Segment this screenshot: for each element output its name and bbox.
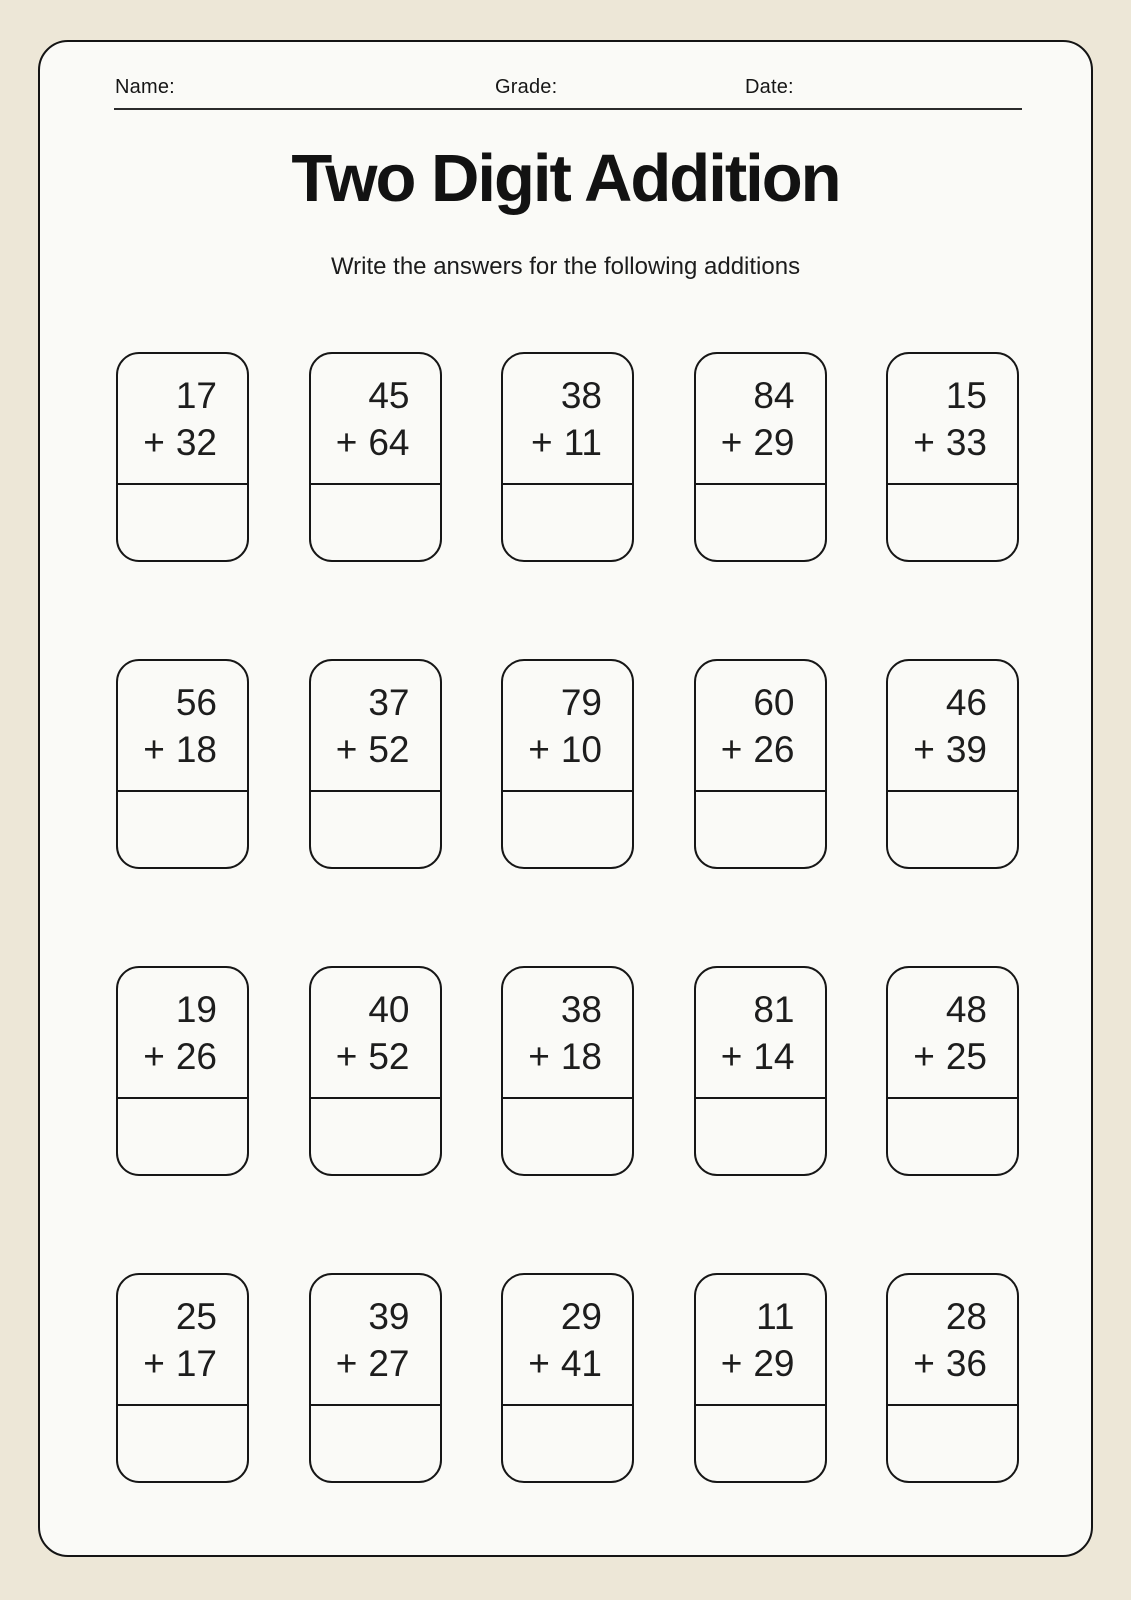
- addition-problem-card: [116, 966, 249, 1176]
- addend-top: 46: [945, 681, 987, 723]
- addend-bottom: 17: [175, 1342, 217, 1384]
- addition-problem-card: [116, 352, 249, 562]
- addend-bottom: 26: [753, 728, 795, 770]
- problem-numbers: [696, 354, 825, 483]
- addition-problem-card: [116, 1273, 249, 1483]
- addend-top: 38: [560, 988, 602, 1030]
- problem-numbers: [503, 661, 632, 790]
- answer-box: [503, 790, 632, 867]
- addend-top: 11: [756, 1295, 795, 1337]
- addend-top: 48: [945, 988, 987, 1030]
- answer-box: [503, 1404, 632, 1481]
- answer-box: [311, 483, 440, 560]
- plus-operator: +: [335, 728, 358, 770]
- problem-numbers: [888, 661, 1017, 790]
- plus-operator: +: [528, 1035, 550, 1077]
- answer-box: [696, 1404, 825, 1481]
- addend-top: 28: [945, 1295, 987, 1337]
- addition-problem-card: [886, 966, 1019, 1176]
- plus-operator: +: [143, 1342, 165, 1384]
- addition-problem-card: [309, 966, 442, 1176]
- addend-top: 39: [368, 1295, 410, 1337]
- answer-box: [503, 483, 632, 560]
- addition-problem-card: [694, 659, 827, 869]
- addition-problem-card: [309, 659, 442, 869]
- problem-numbers: [311, 1275, 440, 1404]
- answer-box: [118, 1404, 247, 1481]
- addend-top: 40: [368, 988, 410, 1030]
- addend-top: 25: [175, 1295, 217, 1337]
- answer-box: [311, 1097, 440, 1174]
- addend-bottom: 33: [945, 421, 987, 463]
- plus-operator: +: [335, 1035, 358, 1077]
- answer-box: [696, 1097, 825, 1174]
- plus-operator: +: [530, 421, 553, 463]
- addend-bottom: 18: [175, 728, 217, 770]
- plus-operator: +: [143, 1035, 165, 1077]
- addend-bottom: 25: [945, 1035, 987, 1077]
- date-field-label: Date:: [745, 76, 794, 98]
- addend-top: 81: [753, 988, 795, 1030]
- addend-top: 15: [945, 374, 987, 416]
- addend-top: 84: [753, 374, 795, 416]
- plus-operator: +: [335, 1342, 358, 1384]
- answer-box: [311, 1404, 440, 1481]
- addition-problem-card: [694, 1273, 827, 1483]
- problem-numbers: [696, 968, 825, 1097]
- addition-problem-card: [501, 659, 634, 869]
- addition-problem-card: [886, 352, 1019, 562]
- problem-numbers: [311, 661, 440, 790]
- plus-operator: +: [913, 1035, 935, 1077]
- grade-field-label: Grade:: [495, 76, 558, 98]
- plus-operator: +: [720, 728, 743, 770]
- problem-numbers: [888, 1275, 1017, 1404]
- plus-operator: +: [913, 728, 935, 770]
- answer-box: [888, 1404, 1017, 1481]
- problem-numbers: [696, 661, 825, 790]
- problem-numbers: [503, 1275, 632, 1404]
- problem-numbers: [118, 354, 247, 483]
- addend-bottom: 39: [945, 728, 987, 770]
- addition-problem-card: [694, 966, 827, 1176]
- addition-problem-card: [694, 352, 827, 562]
- problem-numbers: [311, 354, 440, 483]
- answer-box: [118, 790, 247, 867]
- addition-problem-card: [116, 659, 249, 869]
- addend-bottom: 10: [560, 728, 602, 770]
- plus-operator: +: [720, 1035, 743, 1077]
- worksheet-page: [38, 40, 1093, 1557]
- addend-top: 37: [368, 681, 410, 723]
- addition-problem-card: [309, 352, 442, 562]
- addend-top: 38: [560, 374, 602, 416]
- problem-numbers: [888, 354, 1017, 483]
- answer-box: [888, 483, 1017, 560]
- addend-top: 45: [368, 374, 410, 416]
- addend-bottom: 36: [945, 1342, 987, 1384]
- addend-bottom: 64: [368, 421, 410, 463]
- addition-problem-card: [886, 1273, 1019, 1483]
- problem-numbers: [311, 968, 440, 1097]
- plus-operator: +: [913, 421, 935, 463]
- plus-operator: +: [913, 1342, 935, 1384]
- addition-problem-card: [309, 1273, 442, 1483]
- plus-operator: +: [528, 1342, 550, 1384]
- addend-top: 56: [175, 681, 217, 723]
- addend-top: 79: [560, 681, 602, 723]
- answer-box: [118, 1097, 247, 1174]
- addend-bottom: 41: [560, 1342, 602, 1384]
- addition-problem-card: [501, 352, 634, 562]
- answer-box: [696, 790, 825, 867]
- problem-numbers: [503, 354, 632, 483]
- addition-problem-card: [501, 1273, 634, 1483]
- addend-top: 17: [175, 374, 217, 416]
- problem-numbers: [503, 968, 632, 1097]
- plus-operator: +: [720, 1342, 743, 1384]
- addend-bottom: 29: [753, 421, 795, 463]
- problem-numbers: [118, 1275, 247, 1404]
- problem-numbers: [118, 661, 247, 790]
- answer-box: [118, 483, 247, 560]
- problems-grid: [116, 352, 1019, 1483]
- addend-bottom: 26: [175, 1035, 217, 1077]
- addend-bottom: 29: [753, 1342, 795, 1384]
- addend-top: 19: [175, 988, 217, 1030]
- page-subtitle: Write the answers for the following additions: [330, 253, 801, 280]
- addend-top: 60: [753, 681, 795, 723]
- addend-bottom: 14: [753, 1035, 795, 1077]
- addend-top: 29: [560, 1295, 602, 1337]
- answer-box: [888, 790, 1017, 867]
- page-title: Two Digit Addition: [291, 141, 840, 216]
- plus-operator: +: [720, 421, 743, 463]
- problem-numbers: [696, 1275, 825, 1404]
- plus-operator: +: [528, 728, 550, 770]
- header-fill-in-rule: [114, 108, 1022, 110]
- answer-box: [311, 790, 440, 867]
- addend-bottom: 27: [368, 1342, 410, 1384]
- answer-box: [503, 1097, 632, 1174]
- addend-bottom: 52: [368, 728, 410, 770]
- answer-box: [888, 1097, 1017, 1174]
- addend-bottom: 52: [368, 1035, 410, 1077]
- name-field-label: Name:: [115, 76, 175, 98]
- plus-operator: +: [143, 728, 165, 770]
- plus-operator: +: [143, 421, 165, 463]
- problem-numbers: [888, 968, 1017, 1097]
- answer-box: [696, 483, 825, 560]
- addition-problem-card: [886, 659, 1019, 869]
- plus-operator: +: [335, 421, 358, 463]
- addition-problem-card: [501, 966, 634, 1176]
- addend-bottom: 18: [560, 1035, 602, 1077]
- problem-numbers: [118, 968, 247, 1097]
- addend-bottom: 32: [175, 421, 217, 463]
- addend-bottom: 11: [563, 421, 602, 463]
